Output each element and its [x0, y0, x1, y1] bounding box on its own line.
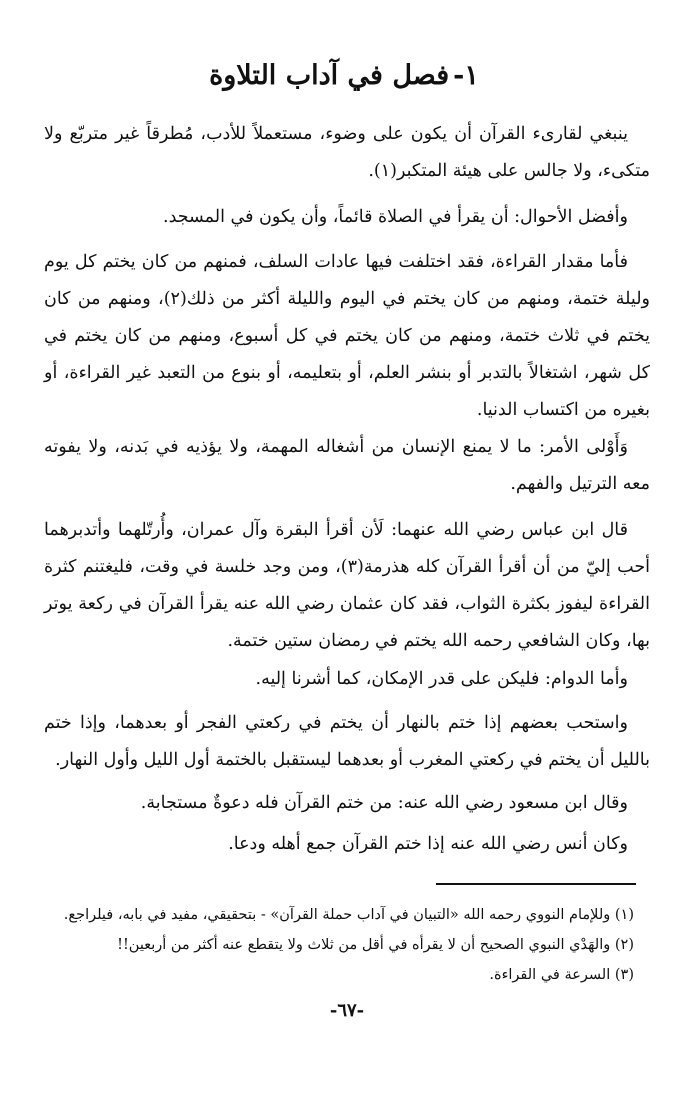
paragraph-3: فأما مقدار القراءة، فقد اختلفت فيها عادات السلف، فمنهم من كان يختم كل يوم وليلة ختمة، ومنهم من كان يختم في اليوم والليلة أكثر من ذلك(٢)، ومنهم من كان يختم في ثلاث ختمة، ومنهم من كان يختم في كل أسبوع، ومنهم من كان يختم في كل شهر، اشتغالاً بالتدبر أو بنشر العلم، أو بتعليمه، أو بنوع من التعبد غير القراءة، أو بغيره من اكتساب الدنيا. — [44, 252, 650, 420]
footnote-1: (١) وللإمام النووي رحمه الله «التبيان في آداب حملة القرآن» - بتحقيقي، مفيد في بابه، فيلراجع. — [63, 907, 634, 923]
footnotes — [40, 900, 634, 990]
paragraph-6: وأما الدوام: فليكن على قدر الإمكان، كما أشرنا إليه. — [255, 669, 628, 689]
paragraph-9: وكان أنس رضي الله عنه إذا ختم القرآن جمع أهله ودعا. — [228, 834, 628, 854]
footnote-2: (٢) والهَدْي النبوي الصحيح أن لا يقرأه في أقل من ثلاث ولا يتقطع عنه أكثر من أربعين!! — [117, 937, 634, 953]
page-number: -٦٧- — [329, 1000, 365, 1021]
paragraph-8: وقال ابن مسعود رضي الله عنه: من ختم القرآن فله دعوةٌ مستجابة. — [140, 793, 628, 813]
paragraph-1: ينبغي لقارىء القرآن أن يكون على وضوء، مستعملاً للأدب، مُطرقاً غير متربّع ولا متكىء، ولا جالس على هيئة المتكبر(١). — [44, 124, 650, 181]
section-number: ١- — [453, 60, 479, 91]
paragraph-5: قال ابن عباس رضي الله عنهما: لَأن أقرأ البقرة وآل عمران، وأُرتّلهما وأتدبرهما أحب إليّ من أن أقرأ القرآن كله هذرمة(٣)، ومن وجد خلسة في وقت، فليغتنم كثرة القراءة ليفوز بكثرة الثواب، فقد كان عثمان رضي الله عنه يقرأ القرآن في ركعة يوتر بها، وكان الشافعي رحمه الله يختم في رمضان ستين ختمة. — [44, 520, 651, 651]
footnote-divider — [436, 883, 636, 885]
paragraph-2: وأفضل الأحوال: أن يقرأ في الصلاة قائماً، وأن يكون في المسجد. — [163, 207, 628, 227]
section-title: فصل في آداب التلاوة — [209, 60, 450, 91]
footnote-3: (٣) السرعة في القراءة. — [489, 967, 634, 983]
paragraph-4: وَأَوْلى الأمر: ما لا يمنع الإنسان من أشغاله المهمة، ولا يؤذيه في بَدنه، ولا يفوته معه الترتيل والفهم. — [44, 437, 650, 494]
section-heading — [144, 56, 544, 96]
paragraph-7: واستحب بعضهم إذا ختم بالنهار أن يختم في ركعتي الفجر أو بعدهما، وإذا ختم بالليل أن يختم في ركعتي المغرب أو بعدهما ليستقبل بالختمة أول الليل وأول النهار. — [44, 713, 650, 770]
